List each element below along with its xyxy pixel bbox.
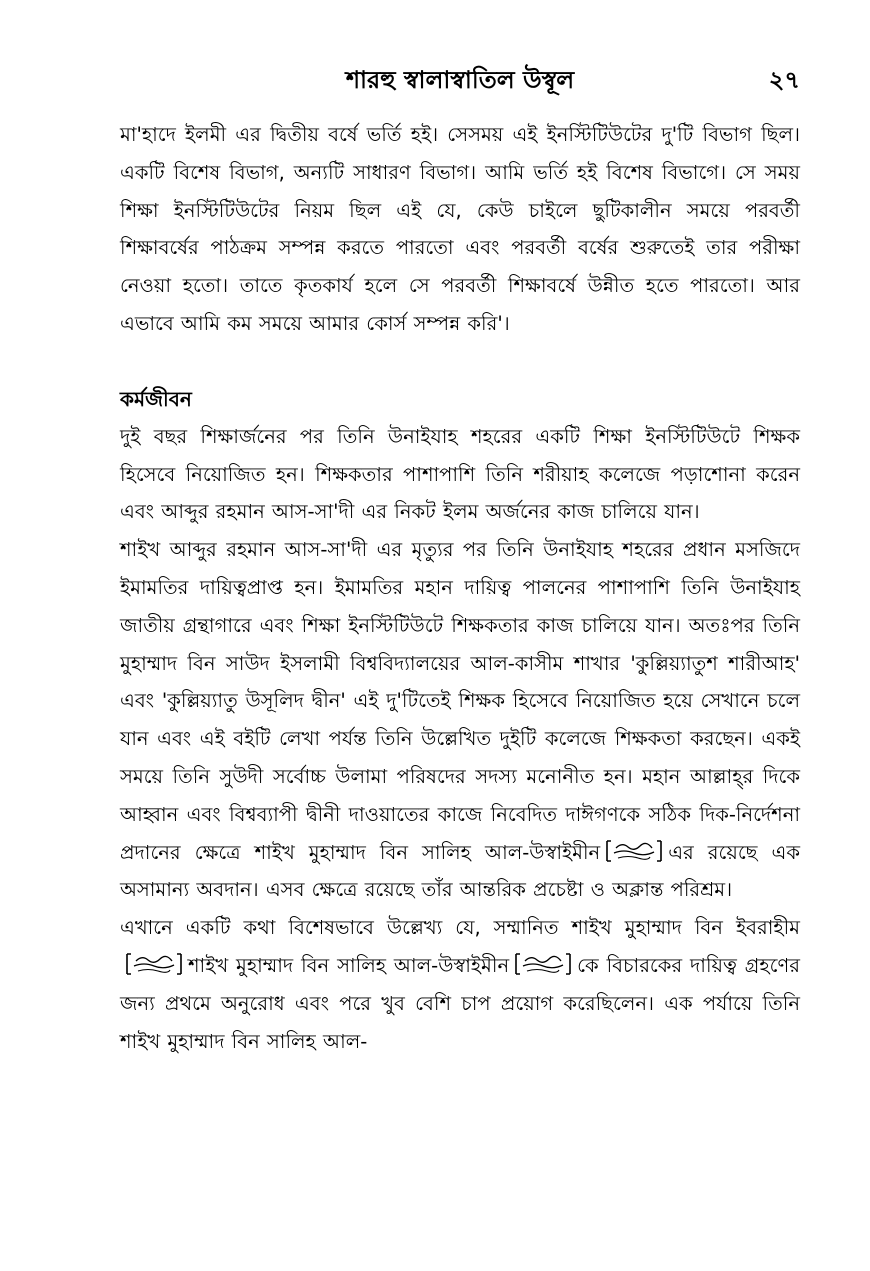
honorific-calligraphy-icon	[124, 951, 184, 977]
section-heading: কর্মজীবন	[120, 386, 192, 411]
paragraph-note-text-a: এখানে একটি কথা বিশেষভাবে উল্লেখ্য যে, সম্মানিত শাইখ মুহাম্মাদ বিন ইবরাহীম	[120, 916, 800, 940]
paragraph-career-2	[120, 531, 800, 909]
running-header-title: শারহু স্বালাস্বাতিল উস্বূল	[345, 66, 575, 94]
paragraph-intro: মা'হাদে ইলমী এর দ্বিতীয় বর্ষে ভর্তি হই। সেসময় এই ইনস্টিটিউটের দু'টি বিভাগ ছিল। একটি বিশেষ বিভাগ, অন্যটি সাধারণ বিভাগ। আমি ভর্তি হই বিশেষ বিভাগে। সে সময় শিক্ষা ইনস্টিটিউটের নিয়ম ছিল এই যে, কেউ চাইলে ছুটিকালীন সময়ে পরবর্তী শিক্ষাবর্ষের পাঠক্রম সম্পন্ন করতে পারতো এবং পরবর্তী বর্ষের শুরুতেই তার পরীক্ষা নেওয়া হতো। তাতে কৃতকার্য হলে সে পরবর্তী শিক্ষাবর্ষে উন্নীত হতে পারতো। আর এভাবে আমি কম সময়ে আমার কোর্স সম্পন্ন করি'।	[120, 123, 800, 335]
page-header	[120, 60, 800, 100]
honorific-calligraphy-icon	[513, 951, 573, 977]
paragraph-note-text-c: কে বিচারকের দায়িত্ব গ্রহণের জন্য প্রথমে অনুরোধ এবং পরে খুব বেশি চাপ প্রয়োগ করেছিলেন। এক পর্যায়ে তিনি শাইখ মুহাম্মাদ বিন সালিহ আল-	[120, 953, 801, 1053]
paragraph-note	[120, 909, 800, 1060]
paragraph-note-text-b: শাইখ মুহাম্মাদ বিন সালিহ আল-উস্বাইমীন	[188, 953, 510, 977]
paragraph-career-2-text-b: এর রয়েছে এক অসামান্য অবদান। এসব ক্ষেত্রে রয়েছে তাঁর আন্তরিক প্রচেষ্টা ও অক্লান্ত পরিশ্রম।	[120, 840, 801, 902]
page-body	[120, 116, 800, 1266]
honorific-calligraphy-icon	[604, 838, 664, 864]
paragraph-career-2-text-a: শাইখ আব্দুর রহমান আস-সা'দী এর মৃত্যুর পর তিনি উনাইযাহ শহরের প্রধান মসজিদে ইমামতির দায়িত্বপ্রাপ্ত হন। ইমামতির মহান দায়িত্ব পালনের পাশাপাশি তিনি উনাইযাহ জাতীয় গ্রন্থাগারে এবং শিক্ষা ইনস্টিটিউটে শিক্ষকতার কাজ চালিয়ে যান। অতঃপর তিনি মুহাম্মাদ বিন সাউদ ইসলামী বিশ্ববিদ্যালয়ের আল-কাসীম শাখার 'কুল্লিয়্যাতুশ শারীআহ' এবং 'কুল্লিয়্যাতু উসূলিদ দ্বীন' এই দু'টিতেই শিক্ষক হিসেবে নিয়োজিত হয়ে সেখানে চলে যান এবং এই বইটি লেখা পর্যন্ত তিনি উল্লেখিত দুইটি কলেজে শিক্ষকতা করছেন। একই সময়ে তিনি সুউদী সর্বোচ্চ উলামা পরিষদের সদস্য মনোনীত হন। মহান আল্লাহ্‌র দিকে আহ্বান এবং বিশ্বব্যাপী দ্বীনী দাওয়াতের কাজে নিবেদিত দাঈগণকে সঠিক দিক-নির্দেশনা প্রদানের ক্ষেত্রে শাইখ মুহাম্মাদ বিন সালিহ আল-উস্বাইমীন	[120, 538, 800, 864]
paragraph-career-1: দুই বছর শিক্ষার্জনের পর তিনি উনাইযাহ শহরের একটি শিক্ষা ইনস্টিটিউটে শিক্ষক হিসেবে নিয়োজিত হন। শিক্ষকতার পাশাপাশি তিনি শরীয়াহ কলেজে পড়াশোনা করেন এবং আব্দুর রহমান আস-সা'দী এর নিকট ইলম অর্জনের কাজ চালিয়ে যান।	[120, 424, 800, 524]
page-number: ২৭	[768, 66, 800, 94]
